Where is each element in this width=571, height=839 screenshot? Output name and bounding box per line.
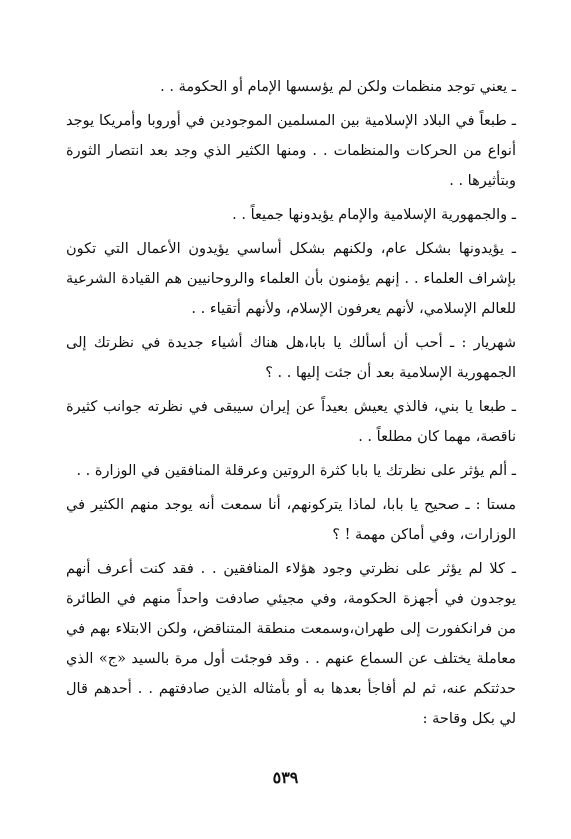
paragraph-2: ـ طبعاً في البلاد الإسلامية بين المسلمين الموجودين في أوروبا وأمريكا يوجد أنواع من الحركات والمنظمات . . ومنها الكثير الذي وجد بعد انتصار الثورة وبتأثيرها . . xyxy=(66,113,516,189)
paragraph-1: ـ يعني توجد منظمات ولكن لم يؤسسها الإمام أو الحكومة . . xyxy=(160,79,516,95)
paragraph-9: ـ كلا لم يؤثر على نظرتي وجود هؤلاء المنافقين . . فقد كنت أعرف أنهم يوجدون في أجهزة الحكومة، وفي مجيئي صادفت واحداً منهم في الطائرة من فرانكفورت إلى طهران،وسمعت منطقة المتناقض، ولكن الابتلاء بهم في معاملة يختلف عن السماع عنهم . . وقد فوجئت أول مرة بالسيد «ج» الذي حدثتكم عنه، ثم لم أفاجأ بعدها به أو بأمثاله الذين صادفتهم . . أحدهم قال لي بكل وقاحة : xyxy=(66,561,516,727)
paragraph-4: ـ يؤيدونها بشكل عام، ولكنهم بشكل أساسي يؤيدون الأعمال التي تكون بإشراف العلماء . . إنهم يؤمنون بأن العلماء والروحانيين هم القيادة الشرعية للعالم الإسلامي، لأنهم يعرفون الإسلام، ولأنهم أتقياء . . xyxy=(66,241,516,317)
paragraph-5: شهريار : ـ أحب أن أسألك يا بابا،هل هناك أشياء جديدة في نظرتك إلى الجمهورية الإسلامية بعد أن جئت إليها . . ؟ xyxy=(66,335,516,381)
paragraph-3: ـ والجمهورية الإسلامية والإمام يؤيدونها جميعاً . . xyxy=(232,207,516,223)
paragraph-6: ـ طبعا يا بني، فالذي يعيش بعيداً عن إيران سيبقى في نظرته جوانب كثيرة ناقصة، مهما كان مطلعاً . . xyxy=(66,399,516,445)
page-number: ٥٣٩ xyxy=(272,768,299,787)
paragraph-8: مستا : ـ صحيح يا بابا، لماذا يتركونهم، أنا سمعت أنه يوجد منهم الكثير في الوزارات، وفي أماكن مهمة ! ؟ xyxy=(66,497,516,543)
body-text xyxy=(66,72,516,734)
paragraph-7: ـ ألم يؤثر على نظرتك يا بابا كثرة الروتين وعرقلة المنافقين في الوزارة . . xyxy=(76,463,516,479)
